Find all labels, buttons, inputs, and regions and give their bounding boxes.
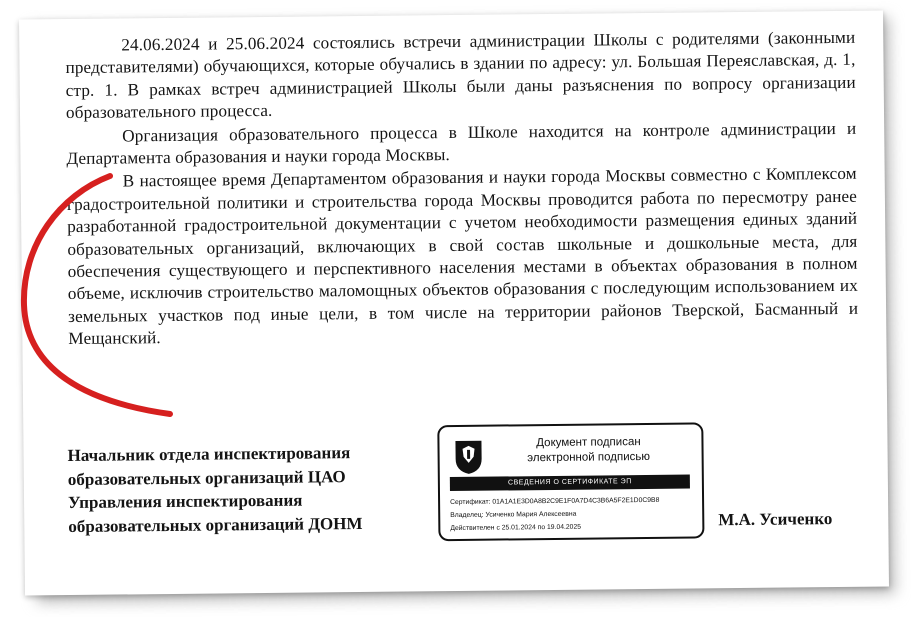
signer-line: Управления инспектирования [67,490,303,513]
signer-line: Начальник отдела инспектирования [67,443,351,466]
stamp-title-line: электронной подписью [527,450,651,465]
paragraph-department-work: В настоящее время Департаментом образования и науки города Москвы совместно с Комплексом градостроительной политики и строительства города Москвы проводится работа по пересмотру ранее разработанной градостроительной документации с учетом необходимости размещения единых зданий образовательных организаций, включающих в свой состав школьные и дошкольные места, для обеспечения существующего и перспективного населения местами в объектах образования в полном объеме, исключив строительство маломощных объектов образования с последующим использованием их земельных участков под иные цели, в том числе на территории районов Тверской, Басманный и Мещанский. [66,164,859,349]
stamp-details [450,493,694,535]
paragraph-meetings: 24.06.2024 и 25.06.2024 состоялись встречи администрации Школы с родителями (законными представителями) обучающихся, которые обучались в здании по адресу: ул. Большая Переяславская, д. 1, стр. 1. В рамках встреч администрацией Школы были даны разъяснения по вопросу организации образовательного процесса. [65,27,856,123]
paragraph-organization: Организация образовательного процесса в Школе находится на контроле администрации и Департамента образования и науки города Москвы. [66,118,857,169]
signer-line: образовательных организаций ДОНМ [68,513,363,536]
signer-title [67,440,438,538]
document-page [19,10,889,595]
stamp-certificate-bar: СВЕДЕНИЯ О СЕРТИФИКАТЕ ЭП [450,475,690,492]
stamp-owner-line: Владелец: Усиченко Мария Алексеевна [450,510,577,520]
signer-line: образовательных организаций ЦАО [67,466,346,489]
stamp-certificate-line: Сертификат: 01A1A1E3D0A8B2C9E1F0A7D4C3B6A5F2E1D0C9B8 [450,496,660,507]
moscow-coat-of-arms-icon [453,439,483,475]
stamp-validity-line: Действителен с 25.01.2024 по 19.04.2025 [450,523,582,533]
letter-body [65,27,858,351]
electronic-signature-stamp [437,422,704,541]
stamp-title-line: Документ подписан [536,436,641,450]
signature-name: М.А. Усиченко [718,509,833,530]
stamp-title [483,435,693,467]
